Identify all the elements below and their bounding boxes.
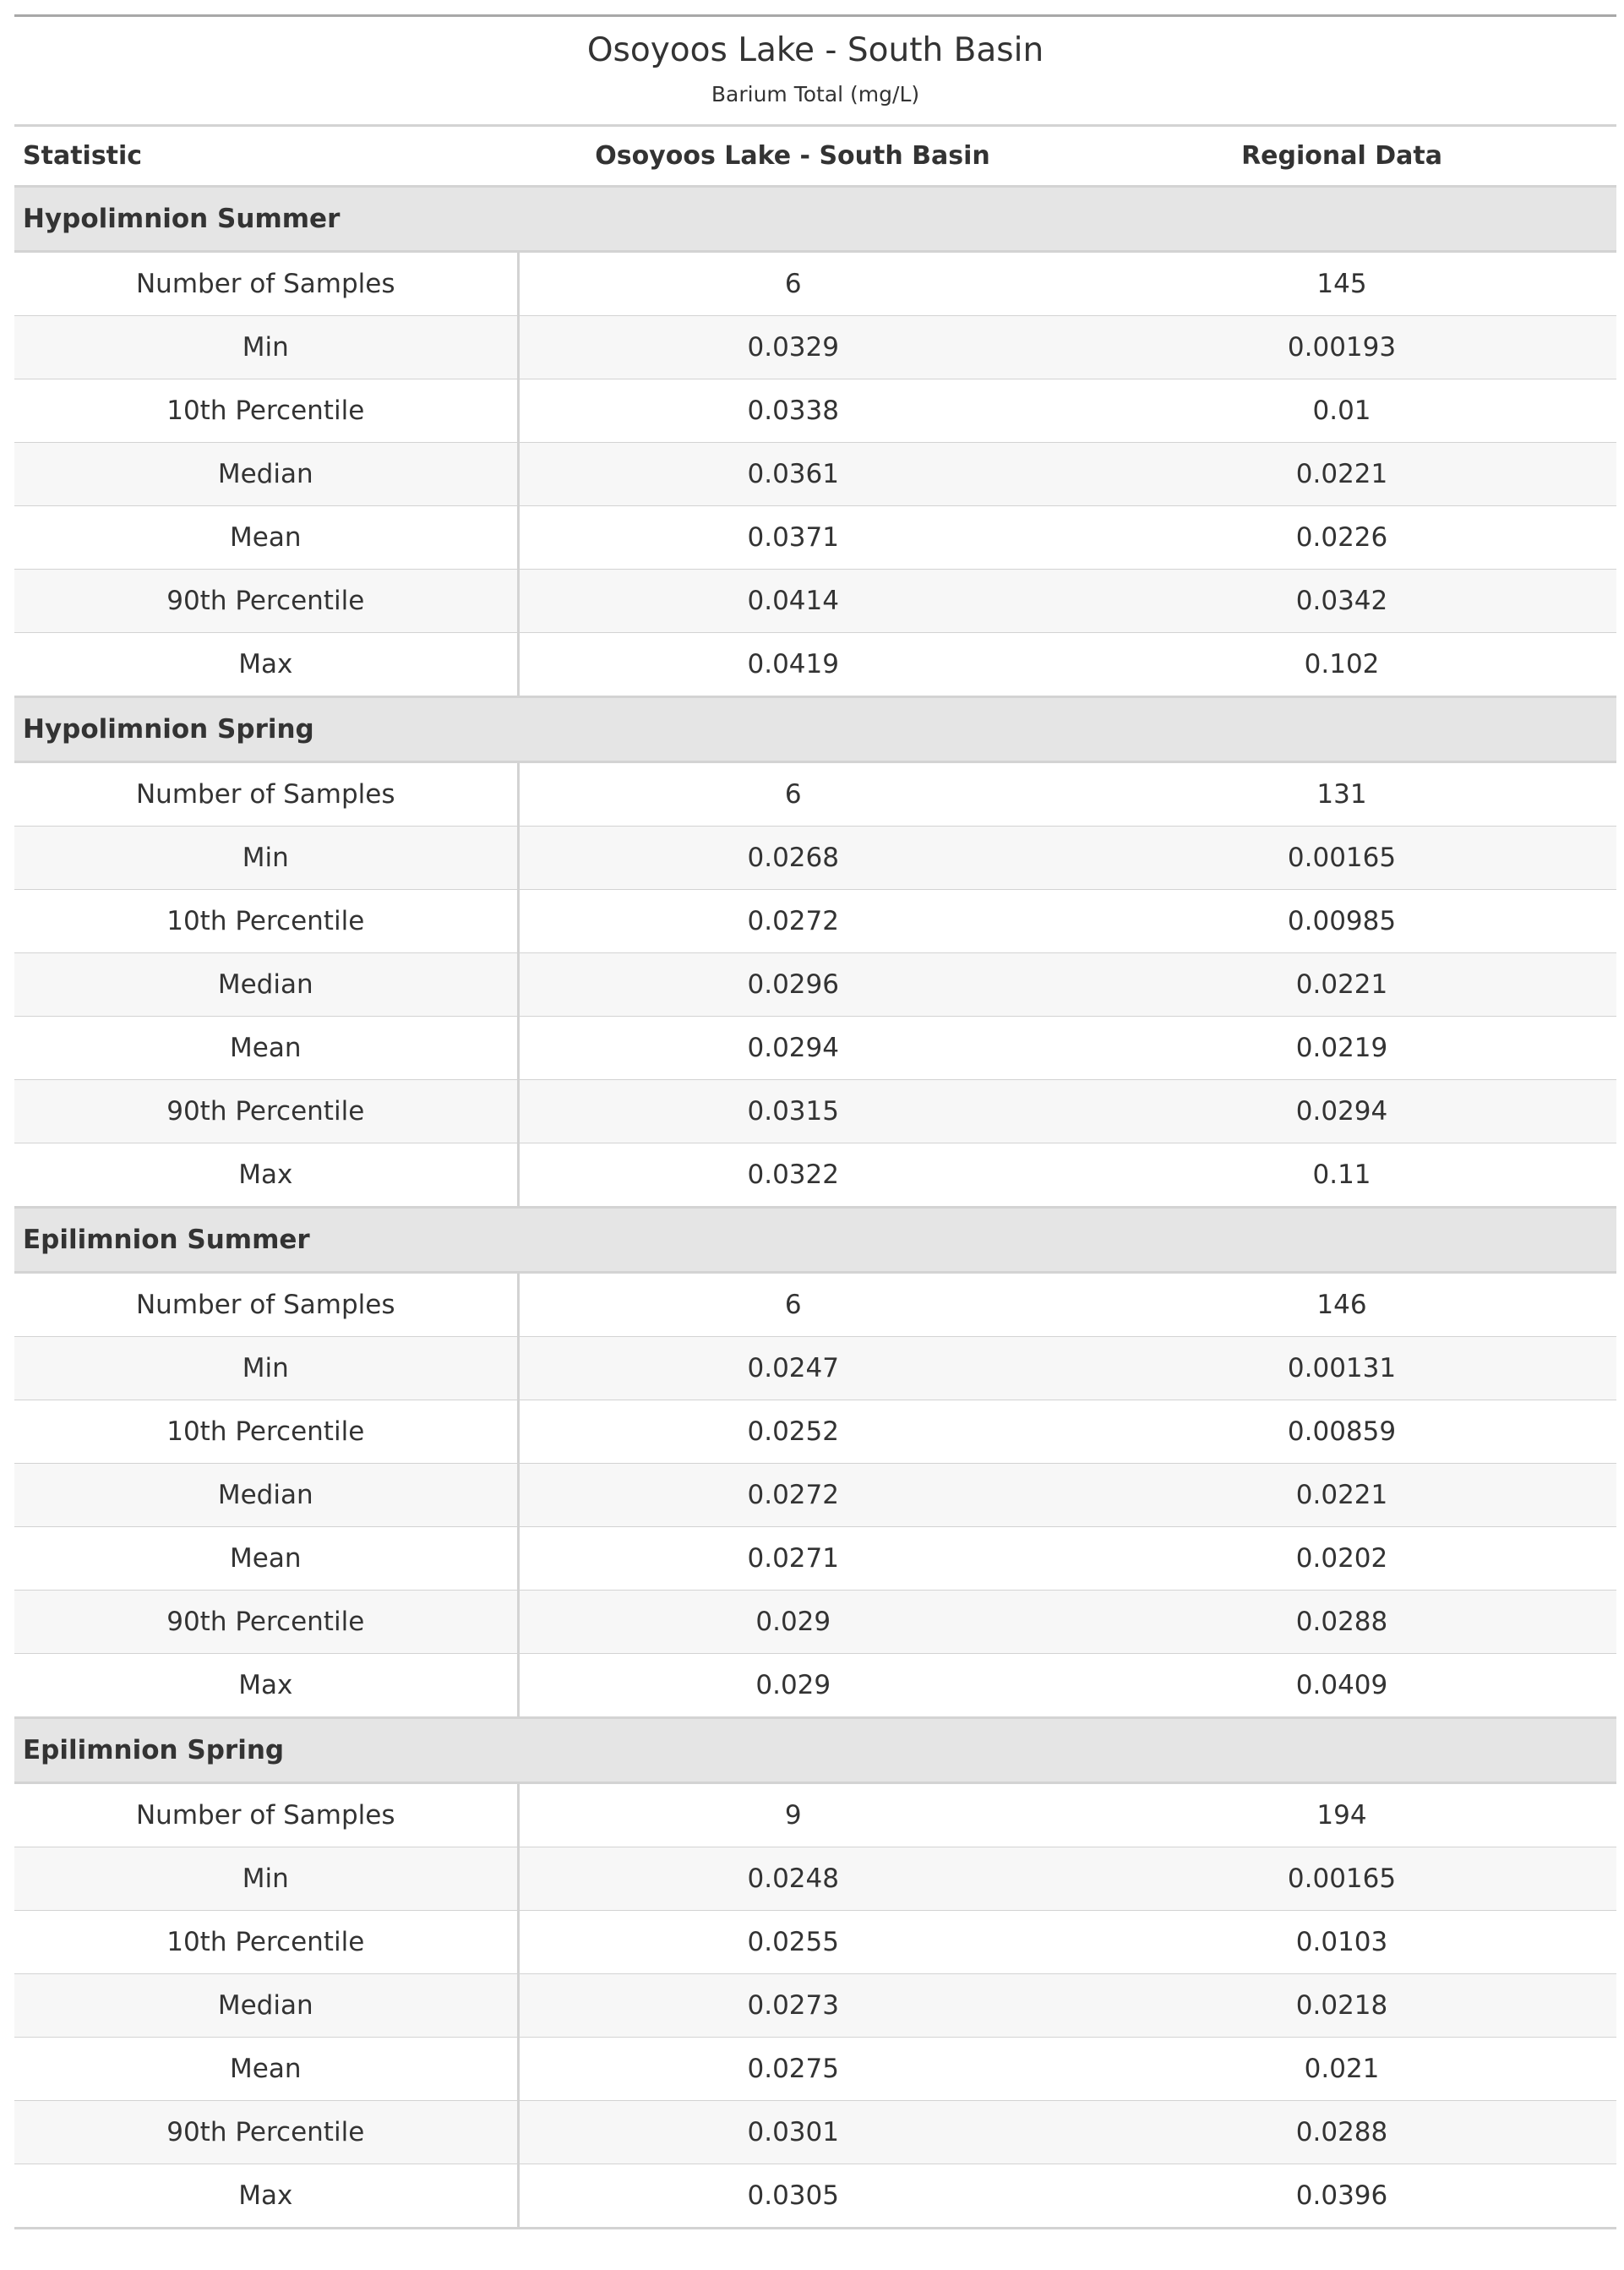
table-row [14, 570, 1616, 633]
statistic-cell: Min [14, 1847, 518, 1911]
regional-value-cell: 0.00859 [1067, 1400, 1616, 1464]
site-value-cell: 0.0271 [518, 1527, 1067, 1591]
statistic-cell: Max [14, 1143, 518, 1208]
regional-value-cell: 0.0218 [1067, 1974, 1616, 2038]
site-value-cell: 0.029 [518, 1591, 1067, 1654]
statistic-cell: Mean [14, 2038, 518, 2101]
regional-value-cell: 0.00985 [1067, 890, 1616, 953]
column-header-site: Osoyoos Lake - South Basin [518, 126, 1067, 187]
statistic-cell: Min [14, 827, 518, 890]
statistic-cell: Mean [14, 1527, 518, 1591]
site-value-cell: 6 [518, 252, 1067, 316]
site-value-cell: 0.0272 [518, 890, 1067, 953]
table-row [14, 1337, 1616, 1400]
table-row [14, 1273, 1616, 1337]
site-value-cell: 0.0338 [518, 379, 1067, 443]
statistic-cell: 10th Percentile [14, 890, 518, 953]
statistic-cell: Min [14, 316, 518, 379]
regional-value-cell: 0.00193 [1067, 316, 1616, 379]
regional-value-cell: 0.00131 [1067, 1337, 1616, 1400]
statistic-cell: Number of Samples [14, 1783, 518, 1847]
statistic-cell: Mean [14, 506, 518, 570]
regional-value-cell: 0.102 [1067, 633, 1616, 697]
group-label: Hypolimnion Spring [14, 697, 1616, 762]
site-value-cell: 0.0275 [518, 2038, 1067, 2101]
statistic-cell: 90th Percentile [14, 1591, 518, 1654]
regional-value-cell: 0.0396 [1067, 2164, 1616, 2229]
summary-table-container [14, 14, 1616, 2229]
statistic-cell: 90th Percentile [14, 570, 518, 633]
site-value-cell: 0.0247 [518, 1337, 1067, 1400]
table-row [14, 1080, 1616, 1143]
group-label: Hypolimnion Summer [14, 187, 1616, 252]
site-value-cell: 0.0322 [518, 1143, 1067, 1208]
site-value-cell: 6 [518, 762, 1067, 827]
statistic-cell: Number of Samples [14, 252, 518, 316]
table-row [14, 633, 1616, 697]
statistic-cell: 90th Percentile [14, 1080, 518, 1143]
site-value-cell: 0.0294 [518, 1017, 1067, 1080]
regional-value-cell: 146 [1067, 1273, 1616, 1337]
group-row [14, 1208, 1616, 1273]
table-row [14, 1654, 1616, 1718]
table-row [14, 953, 1616, 1017]
statistic-cell: Max [14, 633, 518, 697]
column-header-statistic: Statistic [14, 126, 518, 187]
table-row [14, 316, 1616, 379]
regional-value-cell: 0.00165 [1067, 827, 1616, 890]
site-value-cell: 0.0252 [518, 1400, 1067, 1464]
regional-value-cell: 0.0409 [1067, 1654, 1616, 1718]
statistic-cell: Max [14, 1654, 518, 1718]
statistic-cell: Median [14, 1464, 518, 1527]
table-row [14, 827, 1616, 890]
table-body [14, 187, 1616, 2229]
table-title-cell [14, 16, 1616, 79]
regional-value-cell: 0.01 [1067, 379, 1616, 443]
site-value-cell: 0.0248 [518, 1847, 1067, 1911]
column-header-regional: Regional Data [1067, 126, 1616, 187]
regional-value-cell: 0.0103 [1067, 1911, 1616, 1974]
table-row [14, 1400, 1616, 1464]
site-value-cell: 0.0419 [518, 633, 1067, 697]
site-value-cell: 0.0273 [518, 1974, 1067, 2038]
site-value-cell: 0.029 [518, 1654, 1067, 1718]
table-header [14, 16, 1616, 187]
regional-value-cell: 0.0288 [1067, 1591, 1616, 1654]
regional-value-cell: 0.0288 [1067, 2101, 1616, 2164]
statistic-cell: Max [14, 2164, 518, 2229]
statistic-cell: Mean [14, 1017, 518, 1080]
site-value-cell: 6 [518, 1273, 1067, 1337]
regional-value-cell: 0.0342 [1067, 570, 1616, 633]
table-row [14, 506, 1616, 570]
table-row [14, 1783, 1616, 1847]
group-row [14, 697, 1616, 762]
statistic-cell: 90th Percentile [14, 2101, 518, 2164]
regional-value-cell: 0.0221 [1067, 443, 1616, 506]
table-row [14, 1527, 1616, 1591]
statistic-cell: 10th Percentile [14, 379, 518, 443]
table-title: Osoyoos Lake - South Basin [586, 31, 1044, 69]
site-value-cell: 0.0301 [518, 2101, 1067, 2164]
table-row [14, 1847, 1616, 1911]
regional-value-cell: 0.11 [1067, 1143, 1616, 1208]
regional-value-cell: 0.0202 [1067, 1527, 1616, 1591]
table-row [14, 1974, 1616, 2038]
site-value-cell: 0.0255 [518, 1911, 1067, 1974]
regional-value-cell: 0.0221 [1067, 1464, 1616, 1527]
statistic-cell: Median [14, 953, 518, 1017]
table-row [14, 762, 1616, 827]
table-row [14, 252, 1616, 316]
table-row [14, 2164, 1616, 2229]
site-value-cell: 0.0305 [518, 2164, 1067, 2229]
table-row [14, 1591, 1616, 1654]
statistic-cell: Min [14, 1337, 518, 1400]
group-label: Epilimnion Summer [14, 1208, 1616, 1273]
regional-value-cell: 0.0294 [1067, 1080, 1616, 1143]
site-value-cell: 0.0268 [518, 827, 1067, 890]
statistic-cell: 10th Percentile [14, 1911, 518, 1974]
table-row [14, 2101, 1616, 2164]
site-value-cell: 0.0329 [518, 316, 1067, 379]
regional-value-cell: 145 [1067, 252, 1616, 316]
table-subtitle: Barium Total (mg/L) [711, 82, 920, 106]
site-value-cell: 0.0315 [518, 1080, 1067, 1143]
summary-statistics-table [14, 14, 1616, 2229]
statistic-cell: Median [14, 443, 518, 506]
table-row [14, 1464, 1616, 1527]
site-value-cell: 0.0361 [518, 443, 1067, 506]
group-row [14, 187, 1616, 252]
statistic-cell: Number of Samples [14, 762, 518, 827]
table-row [14, 890, 1616, 953]
statistic-cell: 10th Percentile [14, 1400, 518, 1464]
group-label: Epilimnion Spring [14, 1718, 1616, 1783]
regional-value-cell: 0.0221 [1067, 953, 1616, 1017]
table-row [14, 2038, 1616, 2101]
table-row [14, 443, 1616, 506]
site-value-cell: 0.0414 [518, 570, 1067, 633]
site-value-cell: 9 [518, 1783, 1067, 1847]
group-row [14, 1718, 1616, 1783]
site-value-cell: 0.0296 [518, 953, 1067, 1017]
statistic-cell: Number of Samples [14, 1273, 518, 1337]
table-row [14, 379, 1616, 443]
site-value-cell: 0.0272 [518, 1464, 1067, 1527]
regional-value-cell: 131 [1067, 762, 1616, 827]
site-value-cell: 0.0371 [518, 506, 1067, 570]
regional-value-cell: 194 [1067, 1783, 1616, 1847]
regional-value-cell: 0.00165 [1067, 1847, 1616, 1911]
statistic-cell: Median [14, 1974, 518, 2038]
table-row [14, 1017, 1616, 1080]
regional-value-cell: 0.021 [1067, 2038, 1616, 2101]
regional-value-cell: 0.0226 [1067, 506, 1616, 570]
table-row [14, 1911, 1616, 1974]
table-row [14, 1143, 1616, 1208]
regional-value-cell: 0.0219 [1067, 1017, 1616, 1080]
